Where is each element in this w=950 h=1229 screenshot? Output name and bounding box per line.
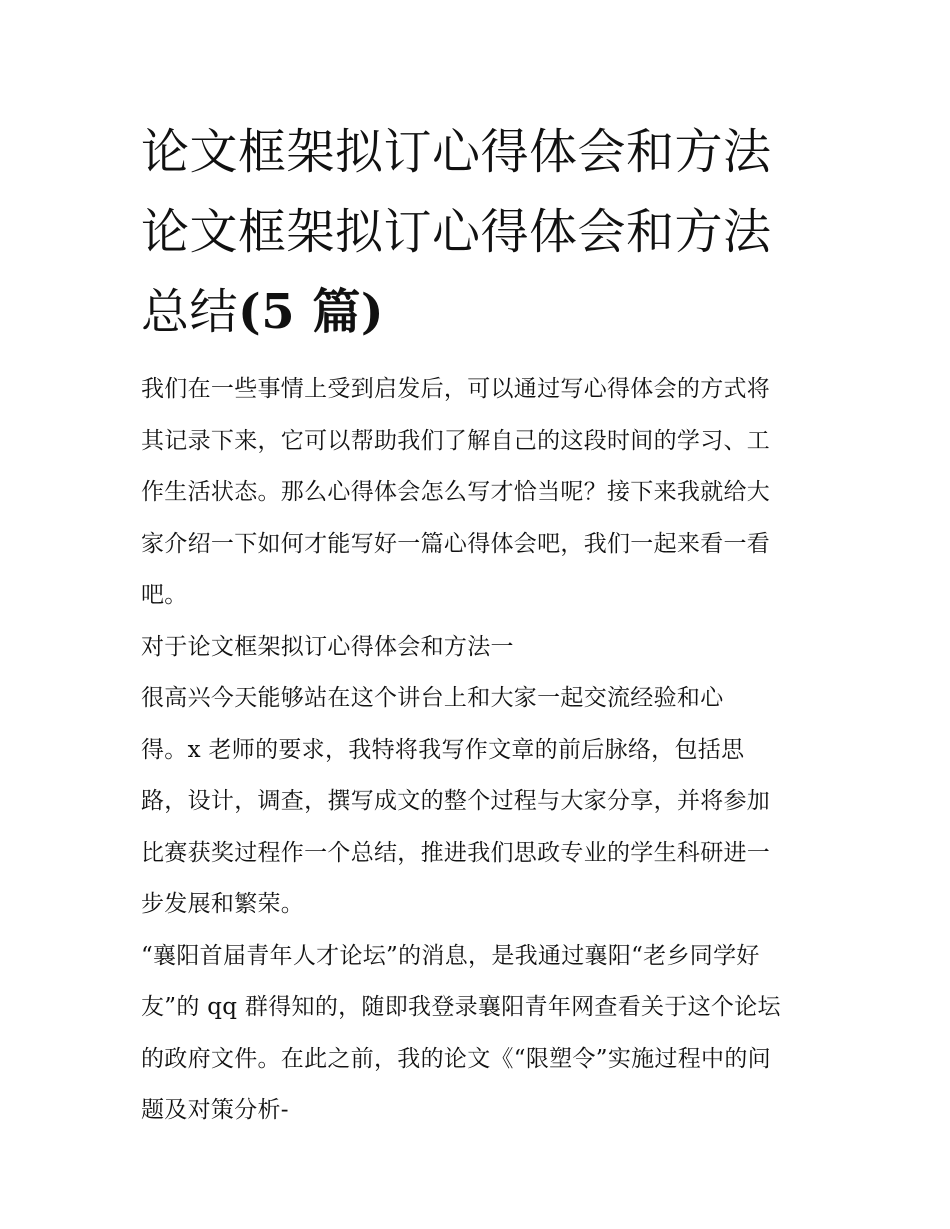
paragraph-line: 的政府文件。在此之前，我的论文《“限塑令”实施过程中的问 [141,1045,771,1072]
section-heading [141,622,813,674]
intro-paragraph [141,364,813,622]
paragraph-line: 得。x 老师的要求，我特将我写作文章的前后脉络，包括思 [141,736,745,763]
intro-line: 作生活状态。那么心得体会怎么写才恰当呢？接下来我就给大 [141,479,771,505]
section-heading-text: 对于论文框架拟订心得体会和方法一 [141,633,514,660]
title-line-3-suffix: (5 篇) [238,284,385,340]
title-line-3 [141,272,813,352]
body-paragraph-1 [141,673,813,931]
paragraph-line: 题及对策分析- [141,1097,289,1123]
title-line-3-prefix: 总结 [141,284,239,340]
intro-line: 吧。 [141,582,188,608]
title-line-1: 论文框架拟订心得体会和方法 [141,124,772,180]
intro-line: 其记录下来，它可以帮助我们了解自己的这段时间的学习、工 [141,427,771,454]
intro-line: 我们在一些事情上受到启发后，可以通过写心得体会的方式将 [141,376,771,402]
paragraph-line: 很高兴今天能够站在这个讲台上和大家一起交流经验和心 [141,685,724,711]
paragraph-line: 路，设计，调查，撰写成文的整个过程与大家分享，并将参加 [141,788,771,814]
paragraph-line: 比赛获奖过程作一个总结，推进我们思政专业的学生科研进一 [141,839,771,866]
paragraph-line: “襄阳首届青年人才论坛”的消息，是我通过襄阳“老乡同学好 [141,942,760,969]
intro-line: 家介绍一下如何才能写好一篇心得体会吧，我们一起来看一看 [141,530,771,557]
paragraph-line: 步发展和繁荣。 [141,891,305,917]
title-line-2: 论文框架拟订心得体会和方法 [141,204,772,260]
paragraph-line: 友”的 qq 群得知的，随即我登录襄阳青年网查看关于这个论坛 [141,994,781,1020]
document-title [141,112,813,352]
body-paragraph-2 [141,931,813,1137]
document-page [141,112,813,1137]
